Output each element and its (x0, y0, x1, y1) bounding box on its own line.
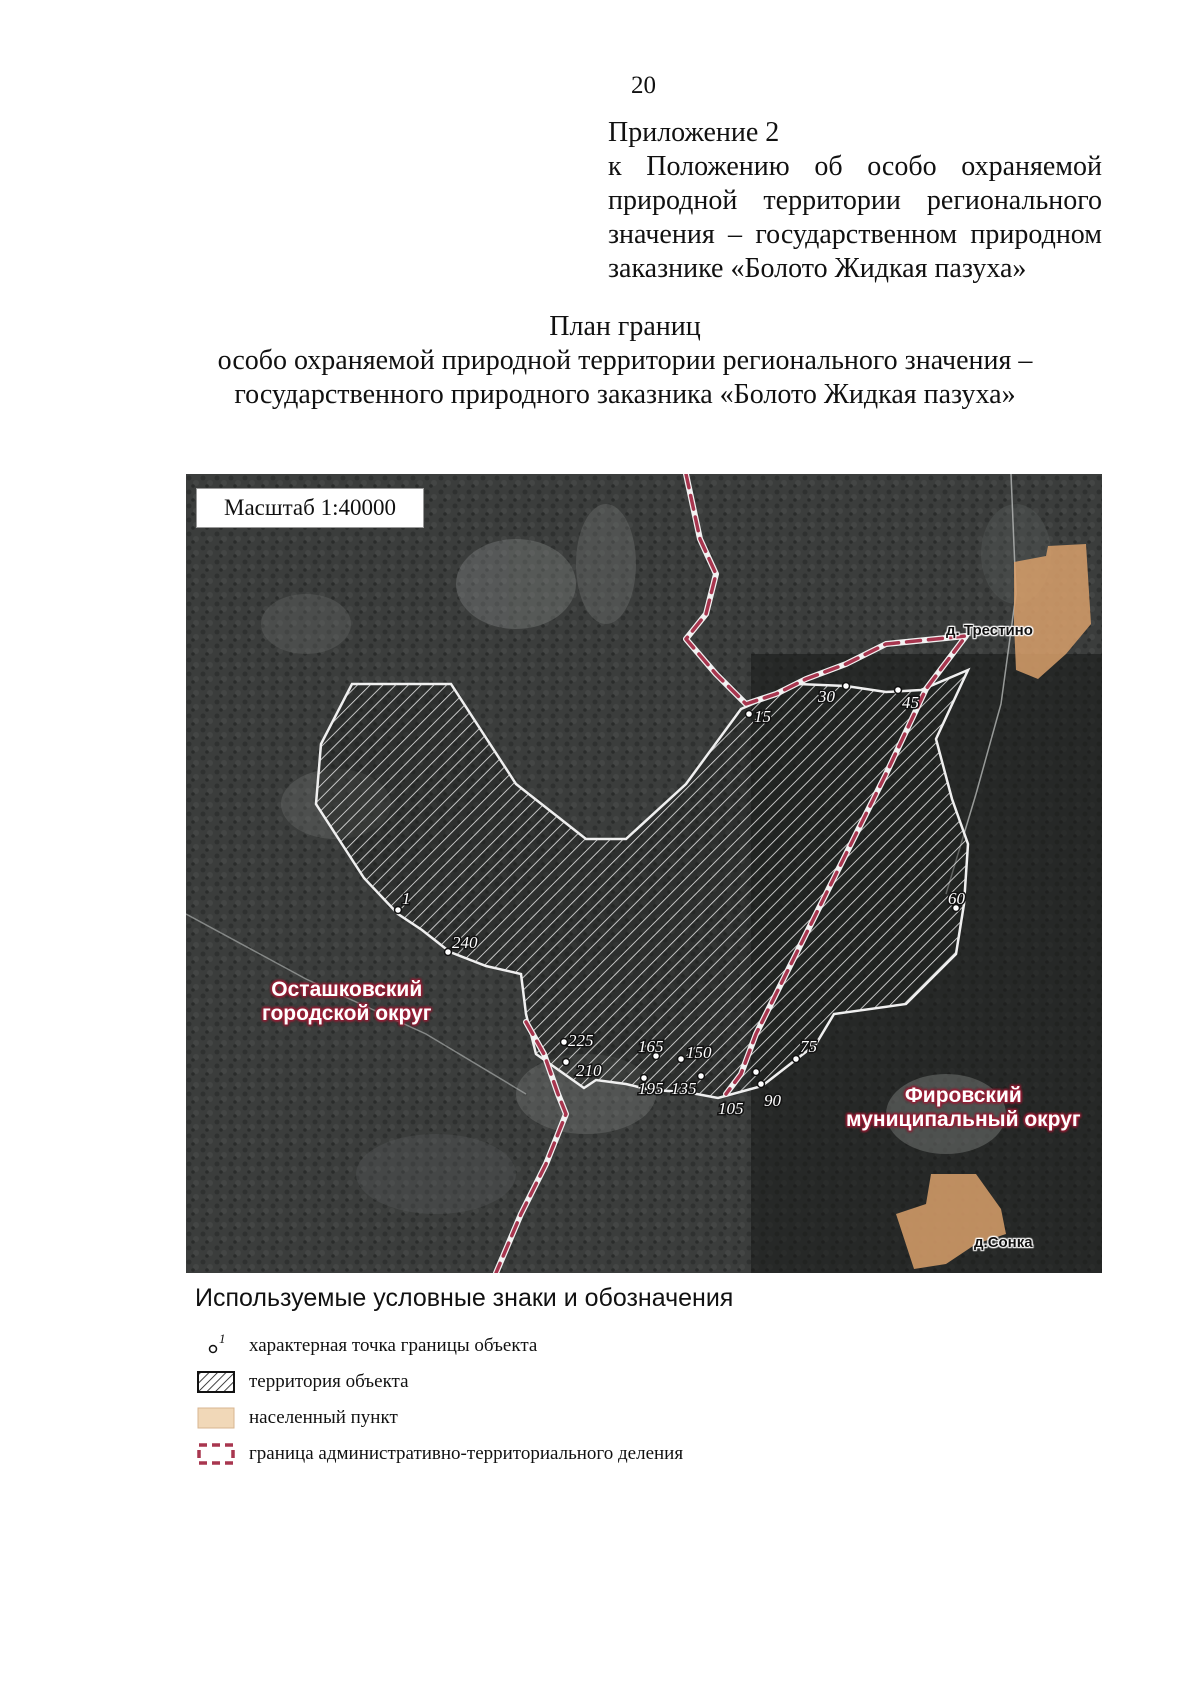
legend-item-point (195, 1332, 537, 1360)
label-firovo-line1: Фировский (904, 1084, 1022, 1107)
boundary-point-75 (793, 1056, 800, 1063)
boundary-point-label: 195 (638, 1079, 664, 1098)
boundary-point-label: 15 (754, 707, 771, 726)
legend-title: Используемые условные знаки и обозначения (195, 1284, 734, 1312)
boundary-point-label: 210 (576, 1061, 602, 1080)
boundary-point-210 (563, 1059, 570, 1066)
boundary-point-225 (561, 1039, 568, 1046)
legend-item-territory (195, 1368, 409, 1396)
boundary-point-1 (395, 907, 402, 914)
legend-item-boundary (195, 1440, 683, 1468)
boundary-point-icon (195, 1333, 237, 1359)
label-ostashkov-district (262, 978, 432, 1026)
boundary-map (186, 474, 1102, 1273)
label-village-sonka: д.Сонка (974, 1234, 1033, 1251)
plan-title-line3: государственного природного заказника «Болото Жидкая пазуха» (234, 379, 1016, 410)
legend-label: территория объекта (249, 1371, 409, 1392)
boundary-point-label: 30 (818, 687, 835, 706)
map-image (186, 474, 1102, 1273)
boundary-point-label: 45 (902, 693, 919, 712)
boundary-point-90 (758, 1081, 765, 1088)
boundary-point-label: 75 (800, 1037, 817, 1056)
boundary-point-label: 240 (452, 933, 478, 952)
legend-label: граница административно-территориального деления (249, 1443, 684, 1464)
boundary-point-135 (698, 1073, 705, 1080)
boundary-point-label: 1 (402, 889, 411, 908)
label-firovo-line2: муниципальный округ (846, 1108, 1081, 1131)
label-village-trestino: д. Трестино (946, 622, 1033, 639)
boundary-point-30 (843, 683, 850, 690)
boundary-point-45 (895, 687, 902, 694)
boundary-point-150 (678, 1056, 685, 1063)
boundary-point-label: 105 (718, 1099, 744, 1118)
plan-title-line1: План границ (549, 311, 701, 342)
map-scale: Масштаб 1:40000 (196, 488, 424, 528)
dashed-boundary-icon (195, 1441, 237, 1467)
legend-item-settlement (195, 1404, 398, 1432)
boundary-point-label: 90 (764, 1091, 781, 1110)
plan-title (180, 310, 1070, 412)
plan-title-line2: особо охраняемой природной территории регионального значения – (217, 345, 1033, 376)
boundary-point-label: 60 (948, 889, 965, 908)
legend-label: населенный пункт (249, 1407, 398, 1428)
boundary-point-15 (746, 711, 753, 718)
boundary-point-240 (445, 949, 452, 956)
page-number: 20 (631, 72, 656, 99)
label-firovo-district (846, 1084, 1081, 1132)
settlement-swatch-icon (195, 1405, 237, 1431)
appendix-header (608, 116, 1102, 286)
legend-point-superscript: 1 (219, 1333, 226, 1346)
boundary-point-label: 225 (568, 1031, 594, 1050)
boundary-point-label: 135 (671, 1079, 697, 1098)
label-ostashkov-line2: городской округ (262, 1002, 432, 1025)
label-ostashkov-line1: Осташковский (271, 978, 423, 1001)
boundary-point-label: 165 (638, 1037, 664, 1056)
hatched-square-icon (195, 1369, 237, 1395)
boundary-point-105 (753, 1069, 760, 1076)
legend-label: характерная точка границы объекта (249, 1335, 538, 1356)
appendix-body: к Положению об особо охраняемой природной территории регионального значения – государственном природном заказнике «Болото Жидкая пазуха» (608, 151, 1102, 284)
appendix-title: Приложение 2 (608, 117, 780, 148)
boundary-point-label: 150 (686, 1043, 712, 1062)
